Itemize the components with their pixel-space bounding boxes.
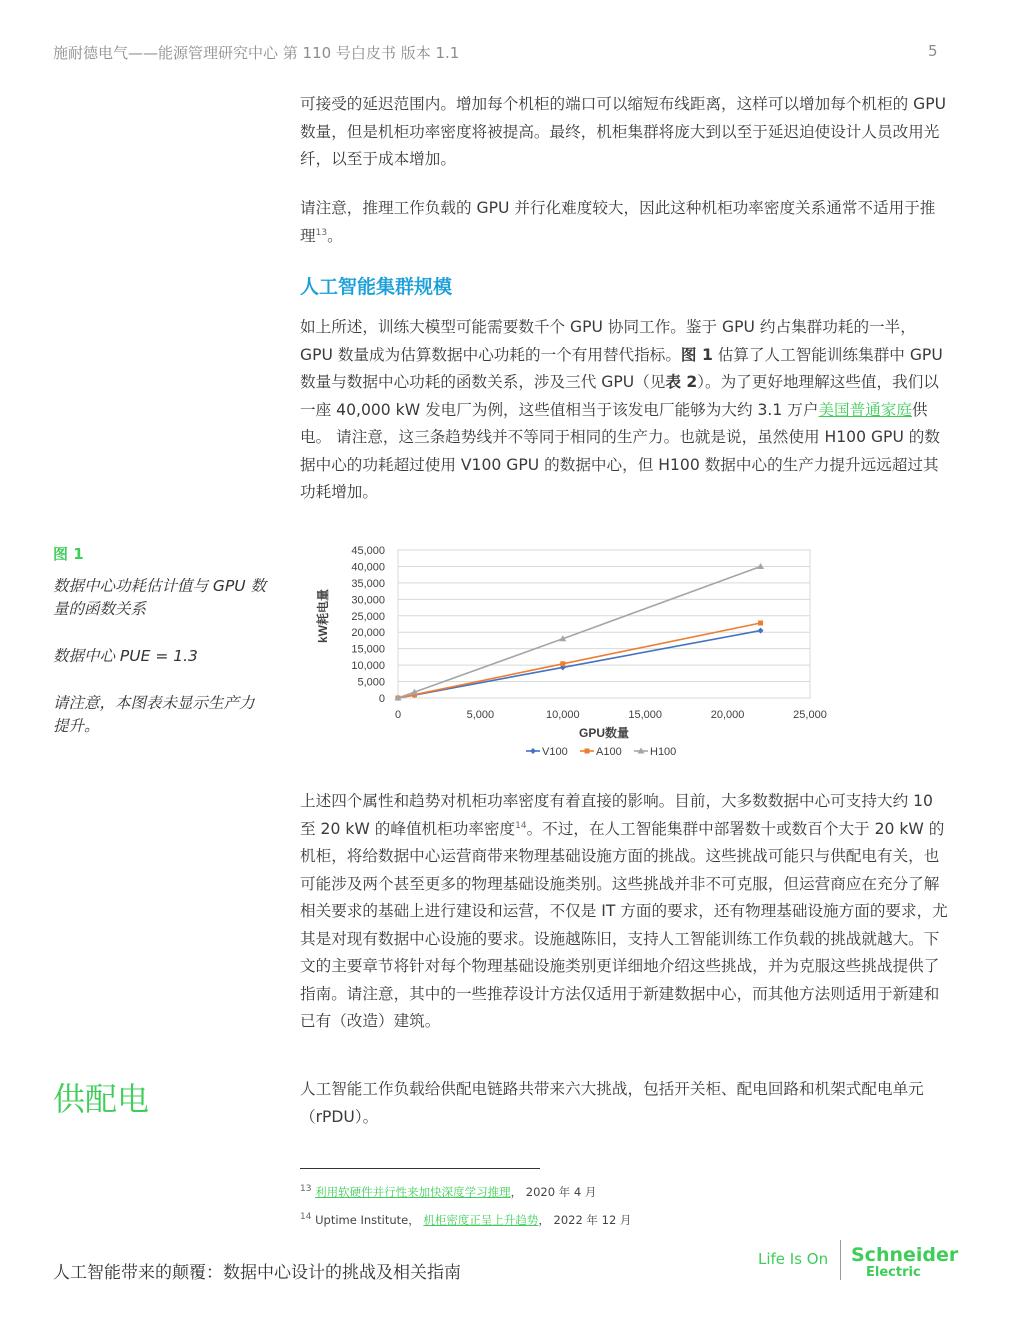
y-tick-labels <box>351 545 385 705</box>
y-tick-label: 5,000 <box>357 676 385 689</box>
data-point-a100 <box>758 621 763 626</box>
paragraph-2-end: 。 <box>327 226 343 245</box>
electric-logo-text: Electric <box>866 1265 921 1280</box>
paragraph-3-a: 如上所述，训练大模型可能需要数千个 GPU 协同工作。鉴于 GPU 约占集群功耗的一半，GPU 数量成为估算数据中心功耗的一个有用替代指标。 <box>300 318 916 364</box>
x-tick-label: 25,000 <box>793 709 827 721</box>
footnote-14-source: Uptime Institute， <box>315 1213 420 1227</box>
y-axis-label: kW耗电量 <box>316 588 330 644</box>
paragraph-3-b: 估算了人工智能训练集群中 GPU 数量与数据中心功耗的函数关系，涉及三代 GPU（见 <box>300 345 943 391</box>
paragraph-4-a: 上述四个属性和趋势对机柜功率密度有着直接的影响。目前，大多数数据中心可支持大约 10 至 20 kW 的峰值机柜功率密度 <box>300 792 933 838</box>
footnote-divider <box>300 1168 540 1169</box>
page-number: 5 <box>928 42 938 60</box>
legend-item-a100 <box>580 746 622 758</box>
x-tick-label: 20,000 <box>710 709 745 721</box>
paragraph-3-c: ）。为了更好地理解这些值，我们以一座 40,000 kW 发电厂为例，这些值相当于该发电厂能够为大约 3.1 万户 <box>300 373 939 419</box>
paragraph-4-b: 。不过，在人工智能集群中部署数十或数百个大于 20 kW 的机柜，将给数据中心运营商带来物理基础设施方面的挑战。这些挑战可能只与供配电有关，也可能涉及两个甚至更多的物理基础设施类别。这些挑战并非不可克服，但运营商应在充分了解相关要求的基础上进行建设和运营，不仅是 IT 方面的要求，还有物理基础设施方面的要求，尤其是对现有数据中心设施的要求。设施越陈旧，支持人工智能训练工作负载的挑战就越大。下文的主要章节将针对每个物理基础设施类别更详细地介绍这些挑战，并为克服这些挑战提供了指南。请注意，其中的一些推荐设计方法仅适用于新建数据中心，而其他方法则适用于新建和已有（改造）建筑。 <box>300 819 948 1030</box>
y-tick-label: 20,000 <box>351 627 385 640</box>
figure-note: 请注意，本图表未显示生产力提升。 <box>53 694 255 735</box>
data-point-a100 <box>560 661 565 666</box>
running-header: 施耐德电气——能源管理研究中心 第 110 号白皮书 版本 1.1 <box>53 44 460 62</box>
legend-marker-v100 <box>530 748 536 754</box>
series-line-a100 <box>398 623 761 698</box>
legend-marker-a100 <box>585 749 590 754</box>
paragraph-3 <box>300 314 948 507</box>
table-2-ref: 表 2 <box>665 373 698 391</box>
footer-doc-title: 人工智能带来的颠覆：数据中心设计的挑战及相关指南 <box>53 1263 461 1283</box>
paragraph-3-d: 供电。 请注意，这三条趋势线并不等同于相同的生产力。也就是说，虽然使用 H100 GPU 的数据中心的功耗超过使用 V100 GPU 的数据中心，但 H100 数据中心的生产力提升远远超过其功耗增加。 <box>300 400 940 501</box>
legend-label-a100: A100 <box>596 746 622 758</box>
footnote-14-date: ， 2022 年 12 月 <box>538 1213 632 1227</box>
x-tick-label: 15,000 <box>628 709 663 721</box>
y-tick-label: 40,000 <box>351 561 385 574</box>
life-is-on-tagline: Life Is On <box>758 1250 829 1268</box>
legend-item-h100 <box>634 746 676 758</box>
y-tick-label: 25,000 <box>351 610 385 623</box>
series-v100 <box>395 628 764 701</box>
paragraph-2-text: 请注意，推理工作负载的 GPU 并行化难度较大，因此这种机柜功率密度关系通常不适用于推理 <box>300 199 936 245</box>
schneider-logo: Schneider <box>851 1244 959 1266</box>
y-tick-label: 0 <box>378 693 385 705</box>
footnote-ref-13[interactable]: 13 <box>315 227 328 238</box>
legend-label-v100: V100 <box>542 746 568 758</box>
y-tick-label: 30,000 <box>351 594 385 607</box>
power-vs-gpu-chart <box>300 538 860 768</box>
series-line-v100 <box>398 631 761 698</box>
x-tick-label: 10,000 <box>545 709 580 721</box>
x-tick-label: 0 <box>394 709 402 721</box>
figure-caption: 数据中心功耗估计值与 GPU 数量的函数关系 <box>53 577 267 618</box>
us-household-link[interactable]: 美国普通家庭 <box>818 400 913 419</box>
footnote-14-link[interactable]: 机柜密度正呈上升趋势 <box>423 1213 539 1227</box>
x-tick-label: 5,000 <box>466 709 495 721</box>
paragraph-5 <box>300 1076 948 1131</box>
footnote-13-link[interactable]: 利用软硬件并行性来加快深度学习推理 <box>315 1185 511 1199</box>
chart-legend <box>526 746 676 758</box>
x-tick-labels <box>395 709 827 721</box>
y-tick-label: 10,000 <box>351 660 385 673</box>
paragraph-2 <box>300 195 948 250</box>
figure-pue-note: 数据中心 PUE = 1.3 <box>53 647 198 665</box>
paragraph-1-text: 可接受的延迟范围内。增加每个机柜的端口可以缩短布线距离，这样可以增加每个机柜的 GPU 数量，但是机柜功率密度将被提高。最终，机柜集群将庞大到以至于延迟迫使设计人员改用光纤，以至于成本增加。 <box>300 95 947 168</box>
figure-1-ref: 图 1 <box>680 345 713 364</box>
footnote-13-number: 13 <box>300 1184 312 1195</box>
x-axis-label: GPU数量 <box>578 726 630 740</box>
footnote-13-date: ， 2020 年 4 月 <box>510 1185 597 1199</box>
brand-divider <box>840 1240 841 1280</box>
legend-item-v100 <box>526 746 568 758</box>
figure-number: 图 1 <box>53 545 84 563</box>
paragraph-5-text: 人工智能工作负载给供配电链路共带来六大挑战，包括开关柜、配电回路和机架式配电单元（rPDU）。 <box>300 1080 924 1126</box>
footnote-14-number: 14 <box>300 1212 312 1223</box>
paragraph-4 <box>300 788 948 1036</box>
footnote-13 <box>300 1184 596 1200</box>
y-tick-label: 15,000 <box>351 643 385 656</box>
power-distribution-heading: 供配电 <box>53 1080 150 1118</box>
y-tick-label: 35,000 <box>351 577 385 590</box>
section-heading: 人工智能集群规模 <box>300 276 453 298</box>
footnote-ref-14[interactable]: 14 <box>515 820 527 831</box>
y-tick-label: 45,000 <box>351 545 385 557</box>
paragraph-1 <box>300 91 948 174</box>
footnote-14 <box>300 1212 631 1228</box>
legend-label-h100: H100 <box>650 746 677 758</box>
